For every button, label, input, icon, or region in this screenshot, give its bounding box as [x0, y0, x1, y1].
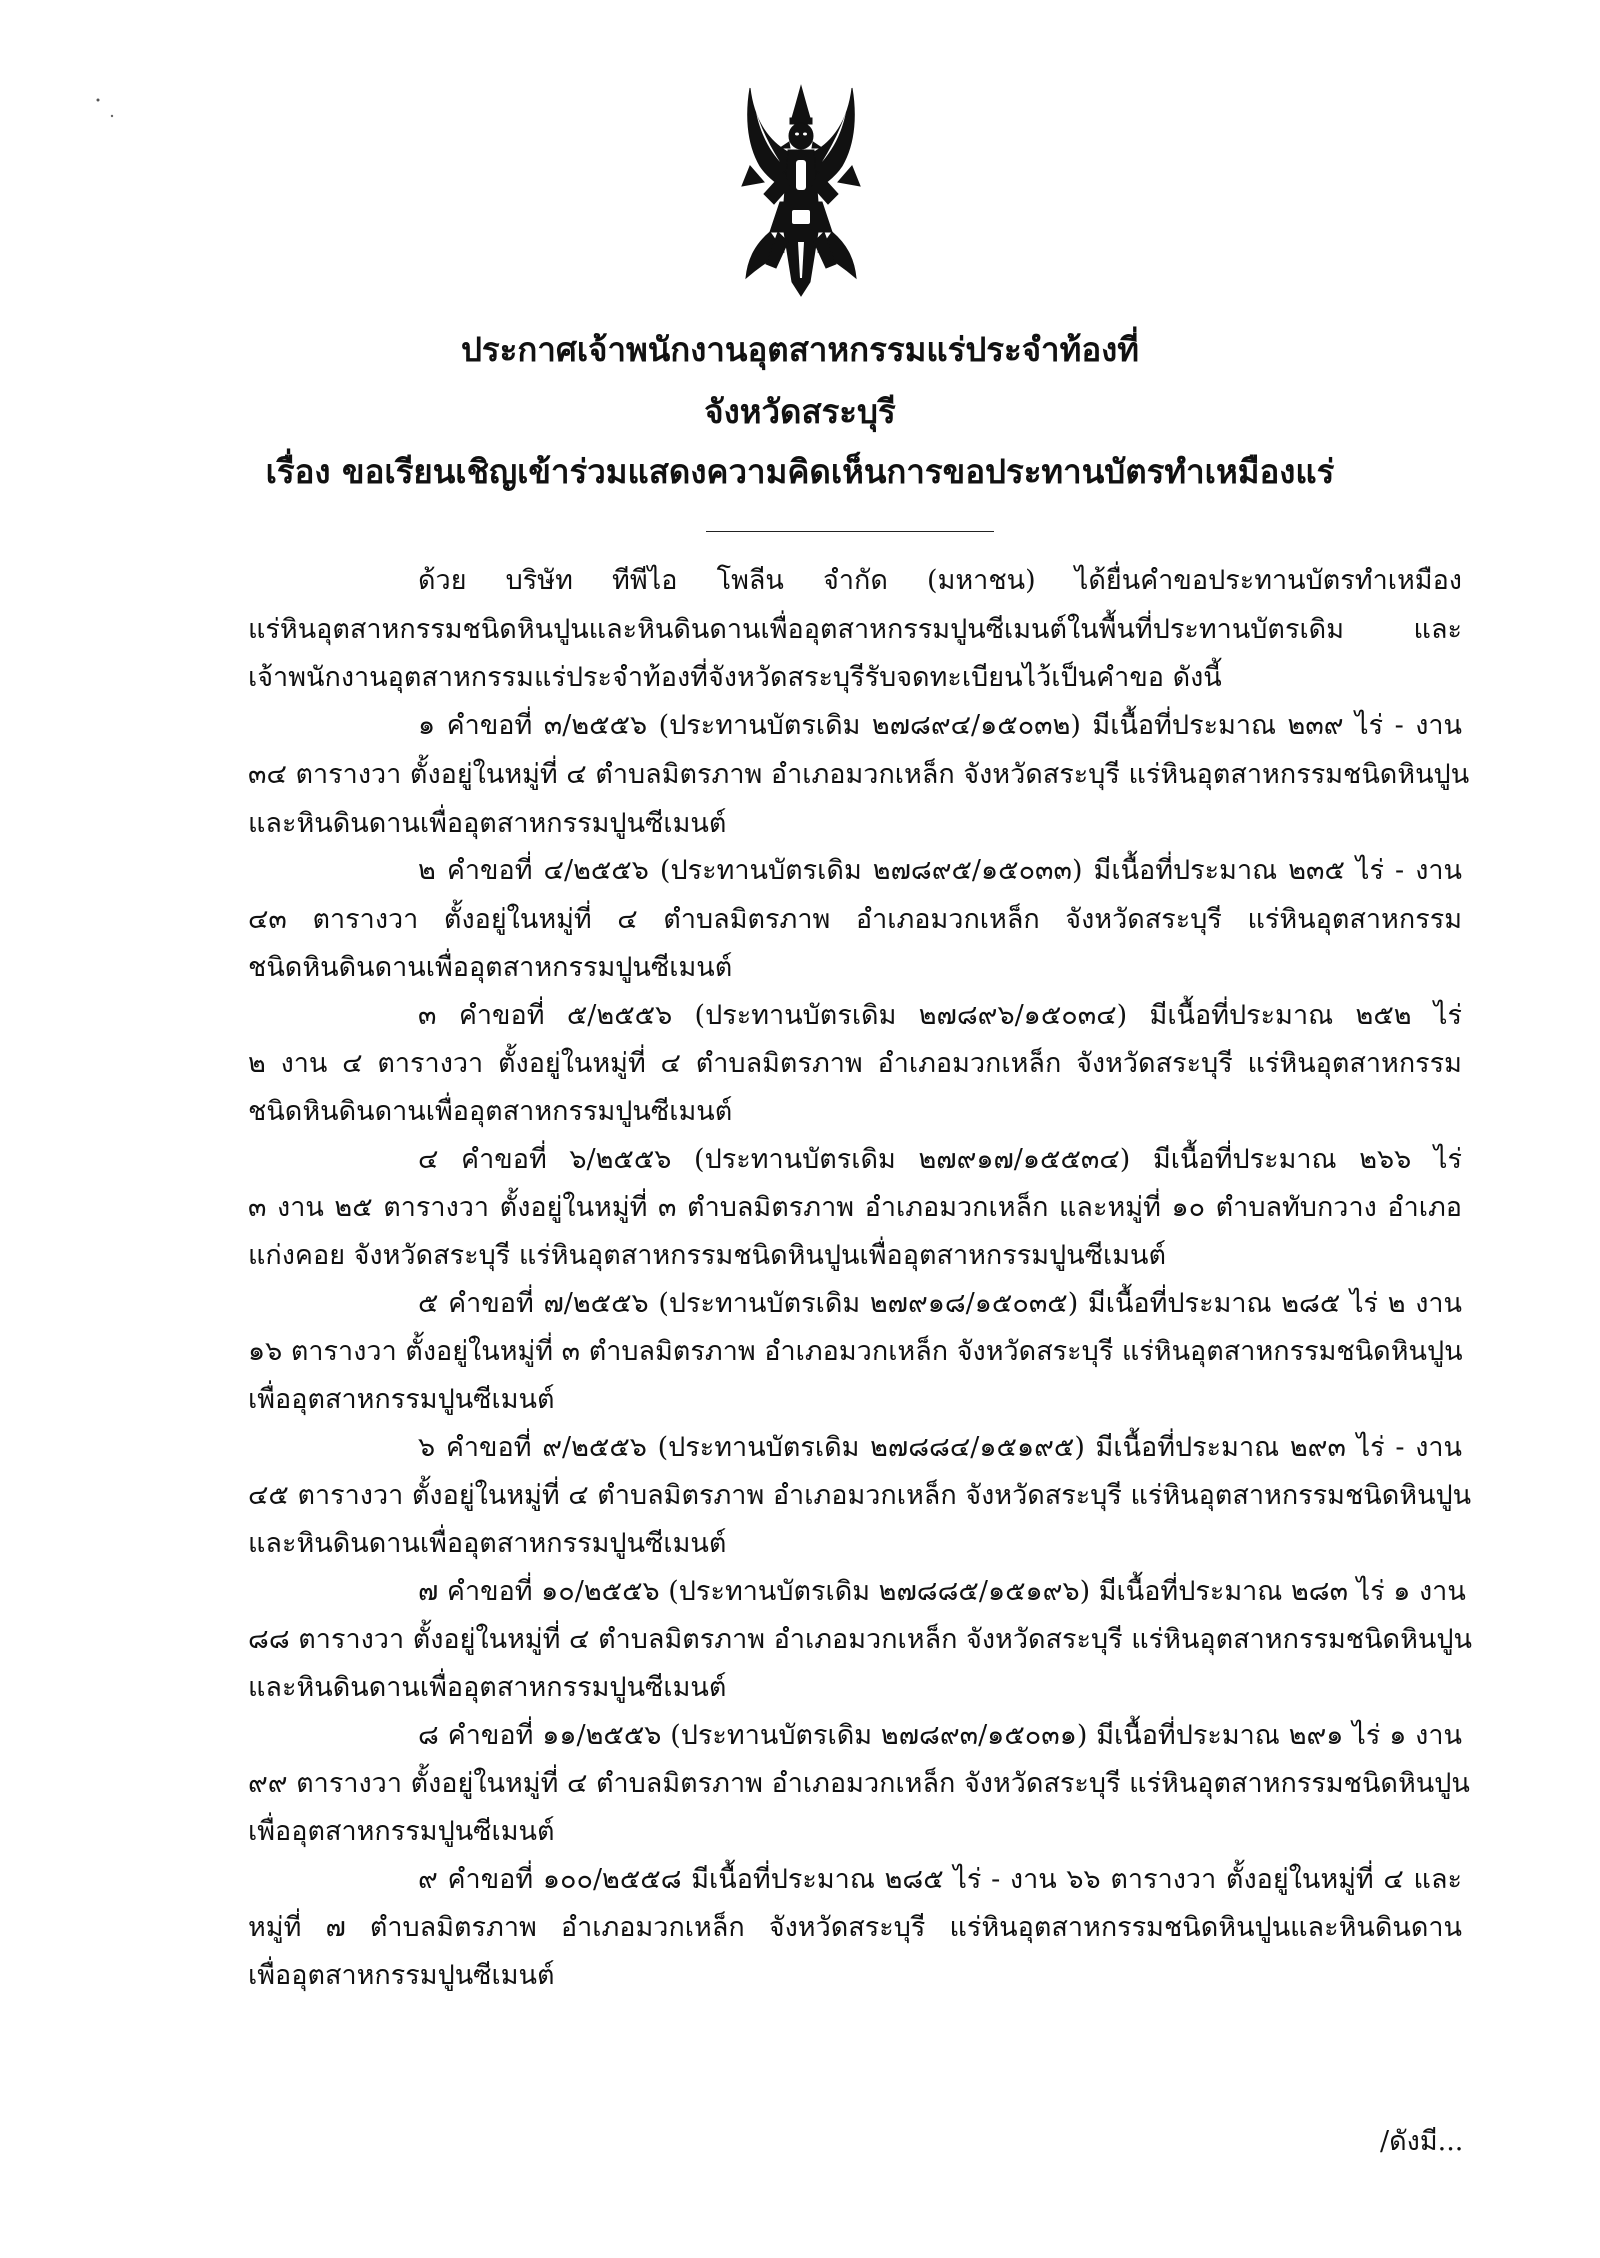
request-item-4-line: แก่งคอย จังหวัดสระบุรี แร่หินอุตสาหกรรมชนิดหินปูนเพื่ออุตสาหกรรมปูนซีเมนต์	[248, 1240, 1166, 1271]
request-item-7: ๗ คำขอที่ ๑๐/๒๕๕๖ (ประทานบัตรเดิม ๒๗๘๘๕/๑๕๑๙๖) มีเนื้อที่ประมาณ ๒๘๓ ไร่ ๑ งาน	[418, 1576, 1466, 1607]
garuda-emblem-icon	[740, 82, 862, 300]
title-divider	[706, 531, 994, 532]
request-item-4-line: ๓ งาน ๒๕ ตารางวา ตั้งอยู่ในหมู่ที่ ๓ ตำบลมิตรภาพ อำเภอมวกเหล็ก และหมู่ที่ ๑๐ ตำบลทับกวาง อำเภอ	[248, 1192, 1462, 1223]
continuation-marker: /ดังมี...	[1380, 2126, 1464, 2157]
request-item-2-line: ๔๓ ตารางวา ตั้งอยู่ในหมู่ที่ ๔ ตำบลมิตรภาพ อำเภอมวกเหล็ก จังหวัดสระบุรี แร่หินอุตสาหกรรม	[248, 904, 1462, 935]
request-item-8: ๘ คำขอที่ ๑๑/๒๕๕๖ (ประทานบัตรเดิม ๒๗๘๙๓/๑๕๐๓๑) มีเนื้อที่ประมาณ ๒๙๑ ไร่ ๑ งาน	[418, 1720, 1462, 1751]
intro-line: เจ้าพนักงานอุตสาหกรรมแร่ประจำท้องที่จังหวัดสระบุรีรับจดทะเบียนไว้เป็นคำขอ ดังนี้	[248, 662, 1222, 693]
intro-line: ด้วย บริษัท ทีพีไอ โพลีน จำกัด (มหาชน) ได้ยื่นคำขอประทานบัตรทำเหมือง	[418, 565, 1462, 596]
request-item-6-line: ๔๕ ตารางวา ตั้งอยู่ในหมู่ที่ ๔ ตำบลมิตรภาพ อำเภอมวกเหล็ก จังหวัดสระบุรี แร่หินอุตสาหกรรมชนิดหินปูน	[248, 1480, 1472, 1511]
request-item-8-line: เพื่ออุตสาหกรรมปูนซีเมนต์	[248, 1816, 555, 1847]
subject-title: เรื่อง ขอเรียนเชิญเข้าร่วมแสดงความคิดเห็นการขอประทานบัตรทำเหมืองแร่	[265, 452, 1335, 491]
notice-title: ประกาศเจ้าพนักงานอุตสาหกรรมแร่ประจำท้องที่	[460, 330, 1140, 369]
request-item-3-line: ๒ งาน ๔ ตารางวา ตั้งอยู่ในหมู่ที่ ๔ ตำบลมิตรภาพ อำเภอมวกเหล็ก จังหวัดสระบุรี แร่หินอุตสาหกรรม	[248, 1048, 1462, 1079]
request-item-9-line: เพื่ออุตสาหกรรมปูนซีเมนต์	[248, 1960, 555, 1991]
province-title: จังหวัดสระบุรี	[704, 392, 896, 431]
intro-line: แร่หินอุตสาหกรรมชนิดหินปูนและหินดินดานเพื่ออุตสาหกรรมปูนซีเมนต์ในพื้นที่ประทานบัตรเดิม และ	[248, 614, 1462, 645]
request-item-2-line: ชนิดหินดินดานเพื่ออุตสาหกรรมปูนซีเมนต์	[248, 952, 733, 983]
request-item-8-line: ๙๙ ตารางวา ตั้งอยู่ในหมู่ที่ ๔ ตำบลมิตรภาพ อำเภอมวกเหล็ก จังหวัดสระบุรี แร่หินอุตสาหกรรมชนิดหินปูน	[248, 1768, 1470, 1799]
request-item-1-line: ๓๔ ตารางวา ตั้งอยู่ในหมู่ที่ ๔ ตำบลมิตรภาพ อำเภอมวกเหล็ก จังหวัดสระบุรี แร่หินอุตสาหกรรมชนิดหินปูน	[248, 759, 1470, 790]
request-item-7-line: ๘๘ ตารางวา ตั้งอยู่ในหมู่ที่ ๔ ตำบลมิตรภาพ อำเภอมวกเหล็ก จังหวัดสระบุรี แร่หินอุตสาหกรรมชนิดหินปูน	[248, 1624, 1472, 1655]
request-item-4: ๔ คำขอที่ ๖/๒๕๕๖ (ประทานบัตรเดิม ๒๗๙๑๗/๑๕๕๓๔) มีเนื้อที่ประมาณ ๒๖๖ ไร่	[418, 1144, 1462, 1175]
request-item-5-line: ๑๖ ตารางวา ตั้งอยู่ในหมู่ที่ ๓ ตำบลมิตรภาพ อำเภอมวกเหล็ก จังหวัดสระบุรี แร่หินอุตสาหกรรมชนิดหินปูน	[248, 1336, 1463, 1367]
request-item-3: ๓ คำขอที่ ๕/๒๕๕๖ (ประทานบัตรเดิม ๒๗๘๙๖/๑๕๐๓๔) มีเนื้อที่ประมาณ ๒๕๒ ไร่	[418, 1000, 1462, 1031]
request-item-1-line: และหินดินดานเพื่ออุตสาหกรรมปูนซีเมนต์	[248, 808, 727, 839]
request-item-5-line: เพื่ออุตสาหกรรมปูนซีเมนต์	[248, 1384, 555, 1415]
request-item-9: ๙ คำขอที่ ๑๐๐/๒๕๕๘ มีเนื้อที่ประมาณ ๒๘๕ ไร่ - งาน ๖๖ ตารางวา ตั้งอยู่ในหมู่ที่ ๔ และ	[418, 1864, 1462, 1895]
request-item-3-line: ชนิดหินดินดานเพื่ออุตสาหกรรมปูนซีเมนต์	[248, 1096, 733, 1127]
request-item-6-line: และหินดินดานเพื่ออุตสาหกรรมปูนซีเมนต์	[248, 1528, 727, 1559]
request-item-5: ๕ คำขอที่ ๗/๒๕๕๖ (ประทานบัตรเดิม ๒๗๙๑๘/๑๕๐๓๕) มีเนื้อที่ประมาณ ๒๘๕ ไร่ ๒ งาน	[418, 1288, 1462, 1319]
request-item-1: ๑ คำขอที่ ๓/๒๕๕๖ (ประทานบัตรเดิม ๒๗๘๙๔/๑๕๐๓๒) มีเนื้อที่ประมาณ ๒๓๙ ไร่ - งาน	[418, 710, 1462, 741]
request-item-6: ๖ คำขอที่ ๙/๒๕๕๖ (ประทานบัตรเดิม ๒๗๘๘๔/๑๕๑๙๕) มีเนื้อที่ประมาณ ๒๙๓ ไร่ - งาน	[418, 1432, 1462, 1463]
request-item-9-line: หมู่ที่ ๗ ตำบลมิตรภาพ อำเภอมวกเหล็ก จังหวัดสระบุรี แร่หินอุตสาหกรรมชนิดหินปูนและหินดินดาน	[248, 1912, 1462, 1943]
request-item-2: ๒ คำขอที่ ๔/๒๕๕๖ (ประทานบัตรเดิม ๒๗๘๙๕/๑๕๐๓๓) มีเนื้อที่ประมาณ ๒๓๕ ไร่ - งาน	[418, 855, 1462, 886]
request-item-7-line: และหินดินดานเพื่ออุตสาหกรรมปูนซีเมนต์	[248, 1672, 727, 1703]
scan-specks	[40, 20, 120, 120]
